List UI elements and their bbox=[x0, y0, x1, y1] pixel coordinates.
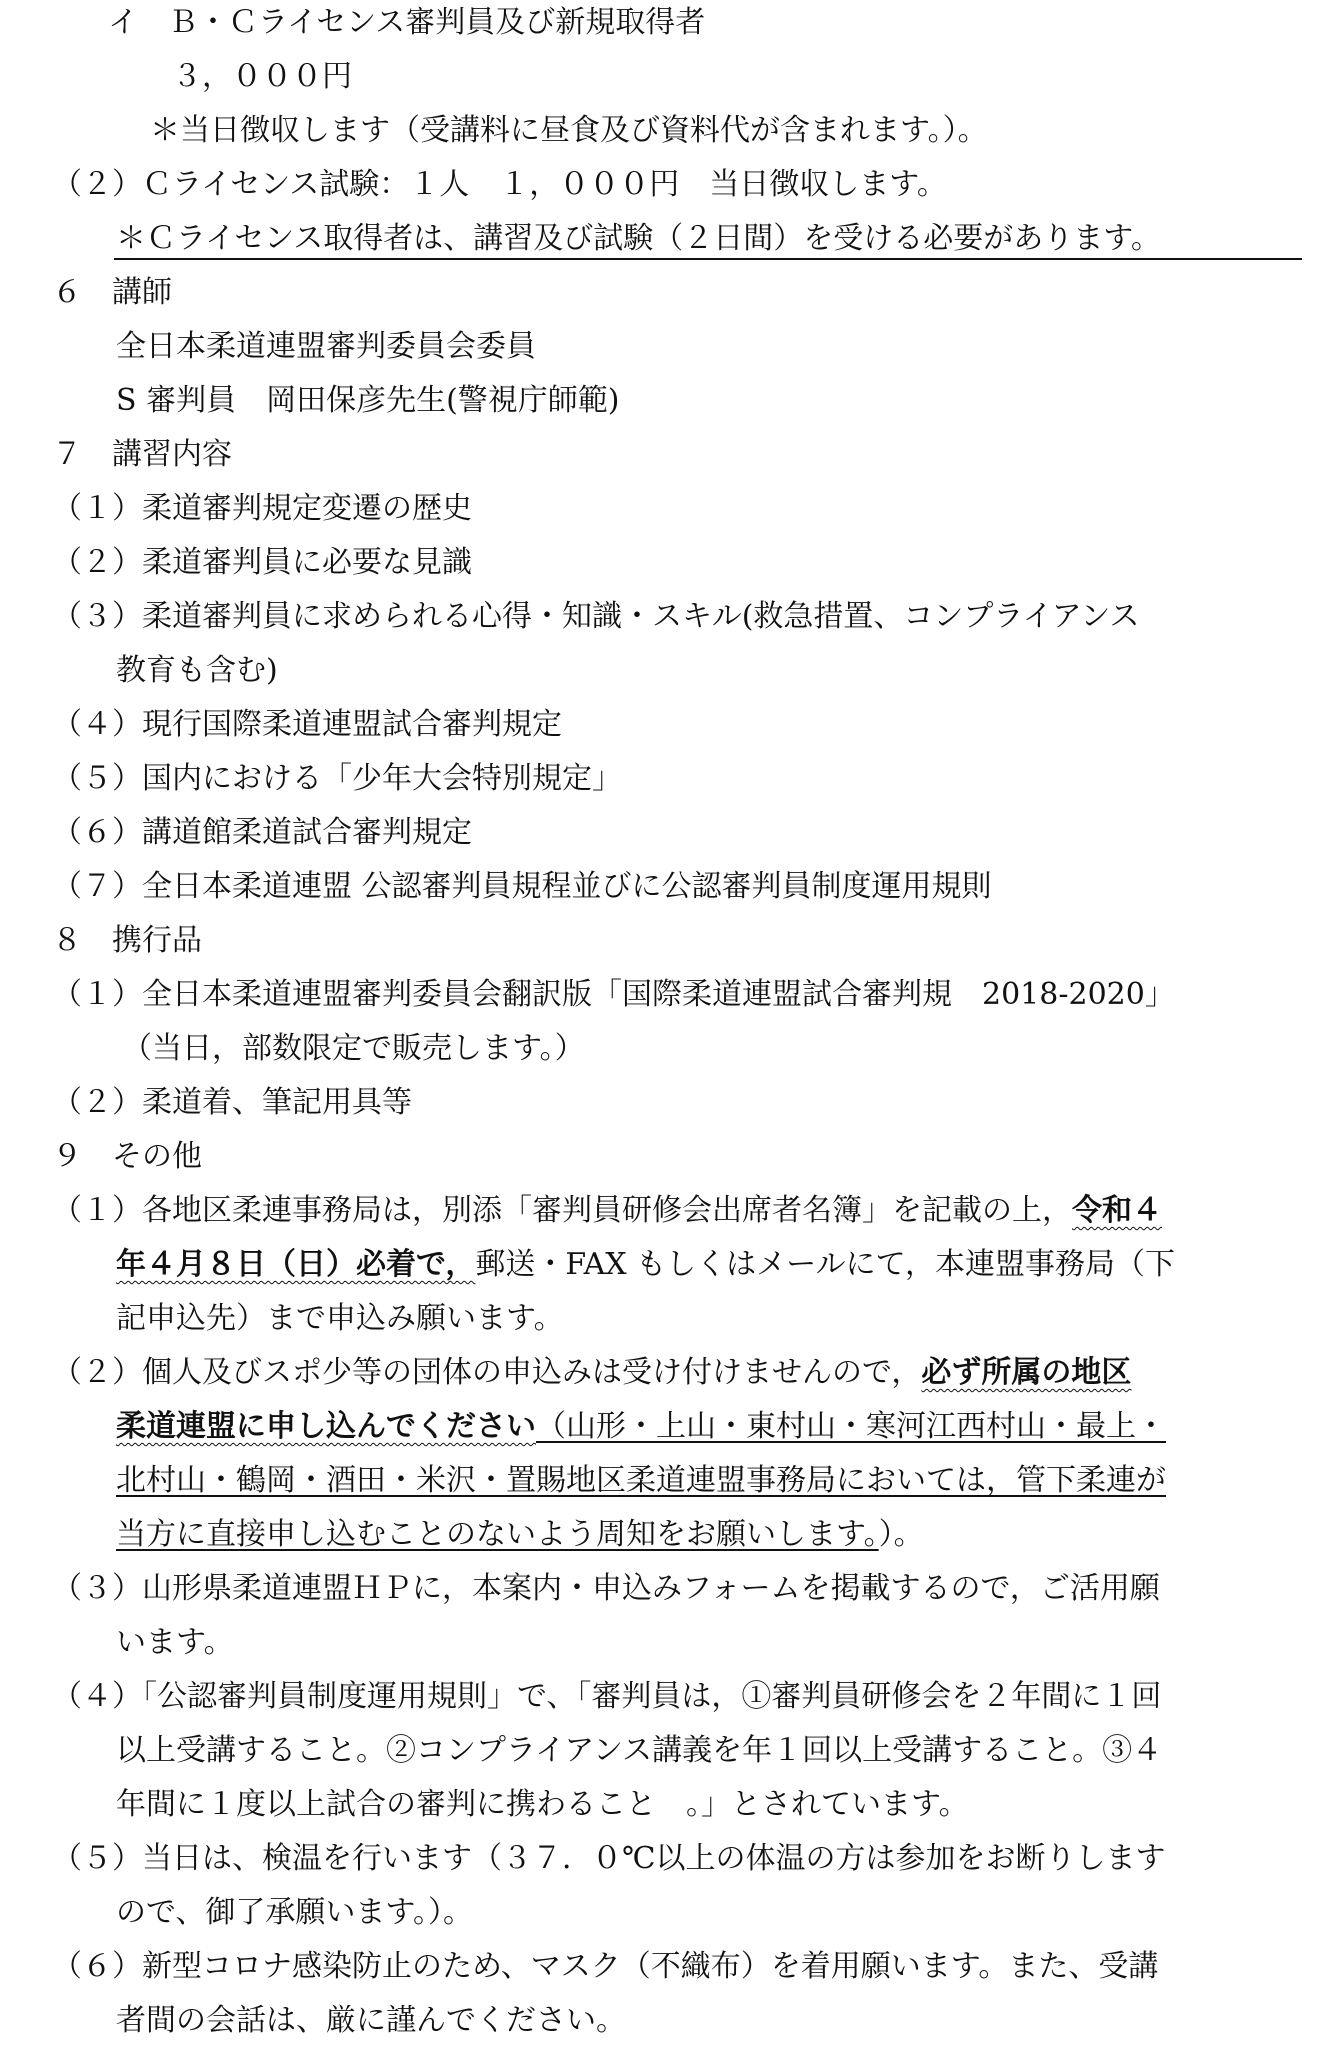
course-item-6: （６）講道館柔道試合審判規定 bbox=[52, 815, 472, 850]
other-item-1-line2 bbox=[116, 1246, 1175, 1284]
course-item-7: （７）全日本柔道連盟 公認審判員規程並びに公認審判員制度運用規則 bbox=[52, 869, 992, 904]
other-item-3-line1: （３）山形県柔道連盟ＨＰに，本案内・申込みフォームを掲載するので，ご活用願 bbox=[52, 1571, 1160, 1606]
course-item-3-cont: 教育も含む) bbox=[116, 653, 278, 688]
c-license-note-underline bbox=[114, 258, 1302, 260]
other-item-1-text: （１）各地区柔連事務局は，別添「審判員研修会出席者名簿」を記載の上， bbox=[52, 1193, 1072, 1228]
district-list-text: （山形・上山・東村山・寒河江西村山・最上・ bbox=[536, 1409, 1166, 1444]
apply-via-district-part2: 柔道連盟に申し込んでください bbox=[116, 1409, 536, 1444]
apply-via-district-part1: 必ず所属の地区 bbox=[921, 1355, 1132, 1390]
c-license-note: ＊Ｃライセンス取得者は、講習及び試験（２日間）を受ける必要があります。 bbox=[116, 221, 1161, 256]
other-item-1-line3: 記申込先）まで申込み願います。 bbox=[116, 1301, 564, 1336]
notice-request-text: 当方に直接申し込むことのないよう周知をお願いします。 bbox=[116, 1517, 879, 1552]
course-item-4: （４）現行国際柔道連盟試合審判規定 bbox=[52, 707, 562, 742]
carry-item-2: （２）柔道着、筆記用具等 bbox=[52, 1085, 412, 1120]
c-license-exam-fee: （２）Ｃライセンス試験：１人 １，０００円 当日徴収します。 bbox=[52, 167, 947, 202]
other-item-4-line1: （４）「公認審判員制度運用規則」で、「審判員は，①審判員研修会を２年間に１回 bbox=[52, 1679, 1162, 1714]
fee-amount: ３，０００円 bbox=[172, 59, 352, 94]
course-item-5: （５）国内における「少年大会特別規定」 bbox=[52, 761, 622, 796]
other-item-2-line1 bbox=[52, 1354, 1131, 1392]
notice-close: ）。 bbox=[878, 1517, 924, 1552]
other-item-6-line1: （６）新型コロナ感染防止のため、マスク（不織布）を着用願います。また、受講 bbox=[52, 1949, 1159, 1984]
section-8-heading: ８ 携行品 bbox=[52, 923, 202, 958]
other-item-2-line2 bbox=[116, 1408, 1166, 1446]
course-item-1: （１）柔道審判規定変遷の歴史 bbox=[52, 491, 472, 526]
other-item-3-line2: います。 bbox=[116, 1625, 234, 1660]
other-item-4-line3: 年間に１度以上試合の審判に携わること 。」とされています。 bbox=[116, 1787, 969, 1822]
fee-note: ＊当日徴収します（受講料に昼食及び資料代が含まれます。）。 bbox=[150, 113, 988, 148]
deadline-text-part1: 令和４ bbox=[1072, 1193, 1162, 1228]
course-item-2: （２）柔道審判員に必要な見識 bbox=[52, 545, 472, 580]
instructor-affiliation: 全日本柔道連盟審判委員会委員 bbox=[116, 329, 536, 364]
other-item-1-line1 bbox=[52, 1192, 1162, 1230]
fee-item-i-label: イ Ｂ・Ｃライセンス審判員及び新規取得者 bbox=[108, 5, 706, 40]
other-item-6-line2: 者間の会話は、厳に謹んでください。 bbox=[116, 2003, 626, 2038]
section-7-heading: ７ 講習内容 bbox=[52, 437, 232, 472]
other-item-2-line4 bbox=[116, 1516, 924, 1554]
course-item-3: （３）柔道審判員に求められる心得・知識・スキル(救急措置、コンプライアンス bbox=[52, 599, 1140, 634]
section-9-heading: ９ その他 bbox=[52, 1139, 202, 1174]
other-item-2-line3: 北村山・鶴岡・酒田・米沢・置賜地区柔道連盟事務局においては，管下柔連が bbox=[116, 1463, 1166, 1498]
instructor-name: S 審判員 岡田保彦先生(警視庁師範) bbox=[116, 383, 620, 418]
other-item-2-text: （２）個人及びスポ少等の団体の申込みは受け付けませんので， bbox=[52, 1355, 922, 1390]
carry-item-1-note: （当日，部数限定で販売します。） bbox=[122, 1031, 585, 1066]
submission-method-text: 郵送・FAX もしくはメールにて，本連盟事務局（下 bbox=[475, 1247, 1175, 1282]
other-item-4-line2: 以上受講すること。②コンプライアンス講義を年１回以上受講すること。③４ bbox=[116, 1733, 1163, 1768]
deadline-text-part2: 年４月８日（日）必着で， bbox=[116, 1247, 476, 1282]
carry-item-1: （１）全日本柔道連盟審判委員会翻訳版「国際柔道連盟試合審判規 2018-2020」 bbox=[52, 977, 1175, 1012]
other-item-5-line1: （５）当日は、検温を行います（３７．０℃以上の体温の方は参加をお断りします bbox=[52, 1841, 1166, 1876]
other-item-5-line2: ので、御了承願います。）。 bbox=[116, 1895, 473, 1930]
section-6-heading: ６ 講師 bbox=[52, 275, 172, 310]
